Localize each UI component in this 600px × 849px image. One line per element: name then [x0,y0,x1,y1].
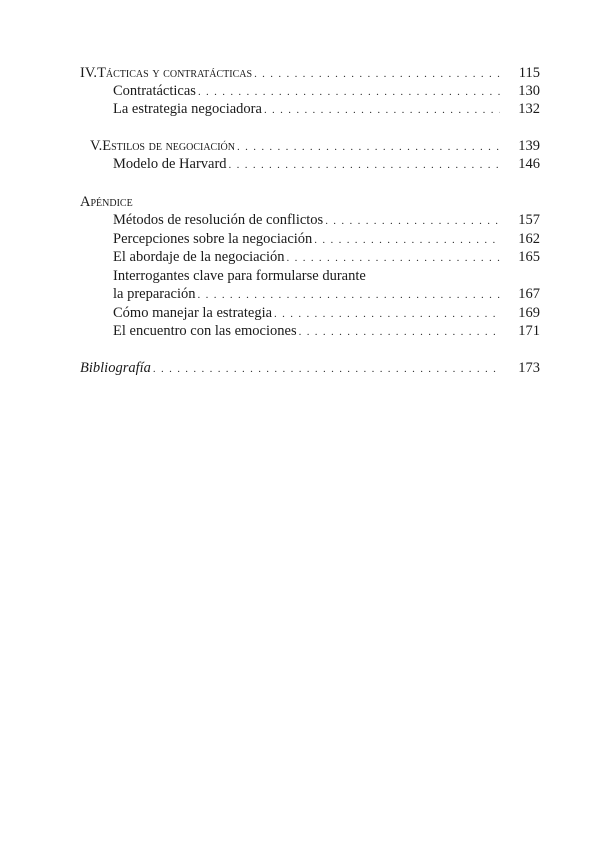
entry-title-continued: la preparación [113,286,196,302]
entry-title: Métodos de resolución de conflictos [113,212,324,228]
chapter-number: IV. [80,65,98,81]
entry-title: Contratácticas [113,83,196,99]
toc-entry [113,211,540,230]
toc-chapter-v [90,137,540,156]
toc-entry [113,322,540,341]
chapter-title: Estilos de negociación [102,138,236,154]
dot-leader [153,360,500,378]
toc-chapter-iv [80,64,540,83]
chapter-number: V. [90,138,103,154]
dot-leader [299,323,500,341]
toc-entry [113,285,540,304]
page-number: 132 [518,101,540,117]
dot-leader [254,65,500,83]
page-number: 115 [518,65,540,81]
toc-entry [113,100,540,119]
entry-title: Modelo de Harvard [113,156,227,172]
page-number: 130 [518,83,540,99]
dot-leader [314,231,500,249]
page-number: 146 [518,156,540,172]
toc-entry [113,230,540,249]
entry-title: Cómo manejar la estrategia [113,305,273,321]
entry-title: Percepciones sobre la negociación [113,231,313,247]
dot-leader [198,286,500,304]
page-number: 169 [518,305,540,321]
dot-leader [287,249,500,267]
toc-entry-first-line [113,267,540,285]
dot-leader [237,138,500,156]
toc-entry [113,155,540,174]
toc-bibliography [80,359,540,378]
toc-appendix-heading [80,193,540,211]
dot-leader [229,156,500,174]
toc-entry [113,304,540,323]
page-number: 171 [518,323,540,339]
page-number: 165 [518,249,540,265]
dot-leader [274,305,500,323]
bibliography-title: Bibliografía [80,360,151,376]
appendix-title: Apéndice [80,194,133,210]
toc-entry [113,248,540,267]
entry-title: Interrogantes clave para formularse durante [113,268,366,284]
page-number: 162 [518,231,540,247]
entry-title: El abordaje de la negociación [113,249,285,265]
entry-title: El encuentro con las emociones [113,323,297,339]
page-number: 139 [518,138,540,154]
dot-leader [325,212,500,230]
page-number: 167 [518,286,540,302]
dot-leader [264,101,500,119]
dot-leader [198,83,500,101]
page-number: 173 [518,360,540,376]
page-number: 157 [518,212,540,228]
toc-entry [113,82,540,101]
entry-title: La estrategia negociadora [113,101,262,117]
chapter-title: Tácticas y contratácticas [97,65,253,81]
